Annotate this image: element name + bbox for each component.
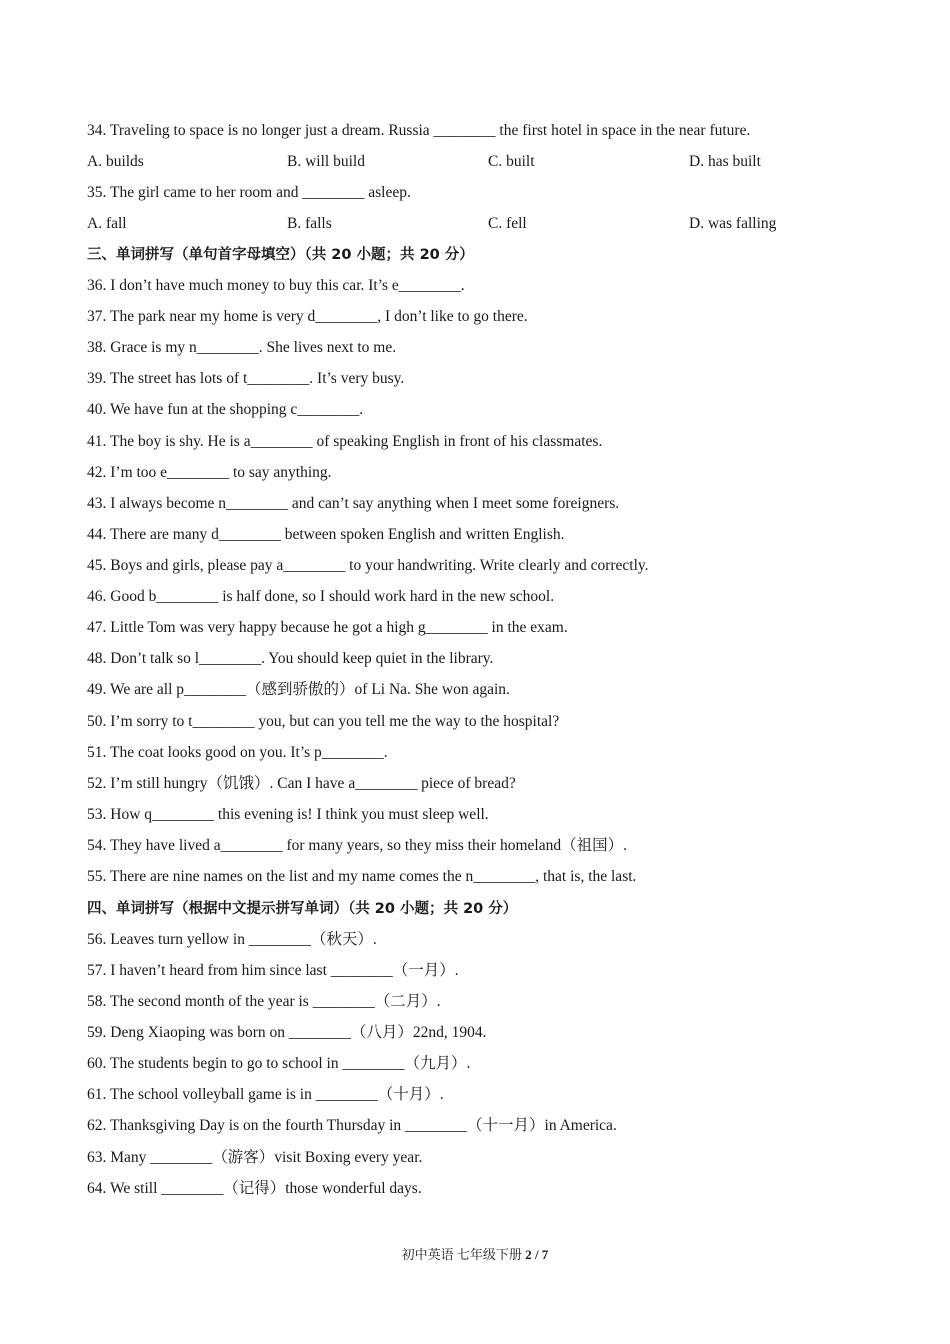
page-number: 2 / 7 — [525, 1247, 549, 1262]
question-38: 38. Grace is my n________. She lives next to me. — [87, 339, 397, 356]
section-4-heading: 四、单词拼写（根据中文提示拼写单词）（共 20 小题；共 20 分） — [87, 901, 518, 917]
question-59: 59. Deng Xiaoping was born on ________（八月）22nd, 1904. — [87, 1024, 487, 1041]
question-52: 52. I’m still hungry（饥饿）. Can I have a________ piece of bread? — [87, 775, 516, 792]
question-44: 44. There are many d________ between spoken English and written English. — [87, 526, 565, 543]
question-34: 34. Traveling to space is no longer just a dream. Russia ________ the first hotel in space in the near future. — [87, 122, 751, 139]
question-56: 56. Leaves turn yellow in ________（秋天）. — [87, 931, 377, 948]
question-41: 41. The boy is shy. He is a________ of speaking English in front of his classmates. — [87, 433, 603, 450]
question-51: 51. The coat looks good on you. It’s p________. — [87, 744, 388, 761]
question-63: 63. Many ________（游客）visit Boxing every year. — [87, 1149, 423, 1166]
question-64: 64. We still ________（记得）those wonderful days. — [87, 1180, 422, 1197]
question-53: 53. How q________ this evening is! I think you must sleep well. — [87, 806, 489, 823]
question-40: 40. We have fun at the shopping c________. — [87, 401, 364, 418]
question-62: 62. Thanksgiving Day is on the fourth Thursday in ________（十一月）in America. — [87, 1117, 617, 1134]
option-d: D. has built — [689, 153, 761, 170]
question-54: 54. They have lived a________ for many years, so they miss their homeland（祖国）. — [87, 837, 627, 854]
question-57: 57. I haven’t heard from him since last ________（一月）. — [87, 962, 459, 979]
question-49: 49. We are all p________（感到骄傲的）of Li Na. She won again. — [87, 681, 510, 698]
question-37: 37. The park near my home is very d________, I don’t like to go there. — [87, 308, 528, 325]
question-35: 35. The girl came to her room and ________ asleep. — [87, 184, 411, 201]
option-d: D. was falling — [689, 215, 777, 232]
page-footer — [0, 1246, 950, 1264]
question-45: 45. Boys and girls, please pay a________ to your handwriting. Write clearly and correctly. — [87, 557, 649, 574]
question-47: 47. Little Tom was very happy because he got a high g________ in the exam. — [87, 619, 568, 636]
question-42: 42. I’m too e________ to say anything. — [87, 464, 332, 481]
question-55: 55. There are nine names on the list and my name comes the n________, that is, the last. — [87, 868, 637, 885]
option-b: B. will build — [287, 153, 365, 170]
question-48: 48. Don’t talk so l________. You should keep quiet in the library. — [87, 650, 494, 667]
question-50: 50. I’m sorry to t________ you, but can you tell me the way to the hospital? — [87, 713, 560, 730]
question-61: 61. The school volleyball game is in ________（十月）. — [87, 1086, 444, 1103]
option-a: A. builds — [87, 153, 144, 170]
option-c: C. fell — [488, 215, 527, 232]
footer-label: 初中英语 七年级下册 — [401, 1247, 522, 1262]
option-b: B. falls — [287, 215, 332, 232]
question-58: 58. The second month of the year is ________（二月）. — [87, 993, 441, 1010]
section-3-heading: 三、单词拼写（单句首字母填空）（共 20 小题；共 20 分） — [87, 247, 474, 263]
option-a: A. fall — [87, 215, 127, 232]
question-43: 43. I always become n________ and can’t say anything when I meet some foreigners. — [87, 495, 620, 512]
question-60: 60. The students begin to go to school in ________（九月）. — [87, 1055, 471, 1072]
question-39: 39. The street has lots of t________. It’s very busy. — [87, 370, 405, 387]
question-36: 36. I don’t have much money to buy this car. It’s e________. — [87, 277, 465, 294]
question-46: 46. Good b________ is half done, so I should work hard in the new school. — [87, 588, 555, 605]
option-c: C. built — [488, 153, 535, 170]
